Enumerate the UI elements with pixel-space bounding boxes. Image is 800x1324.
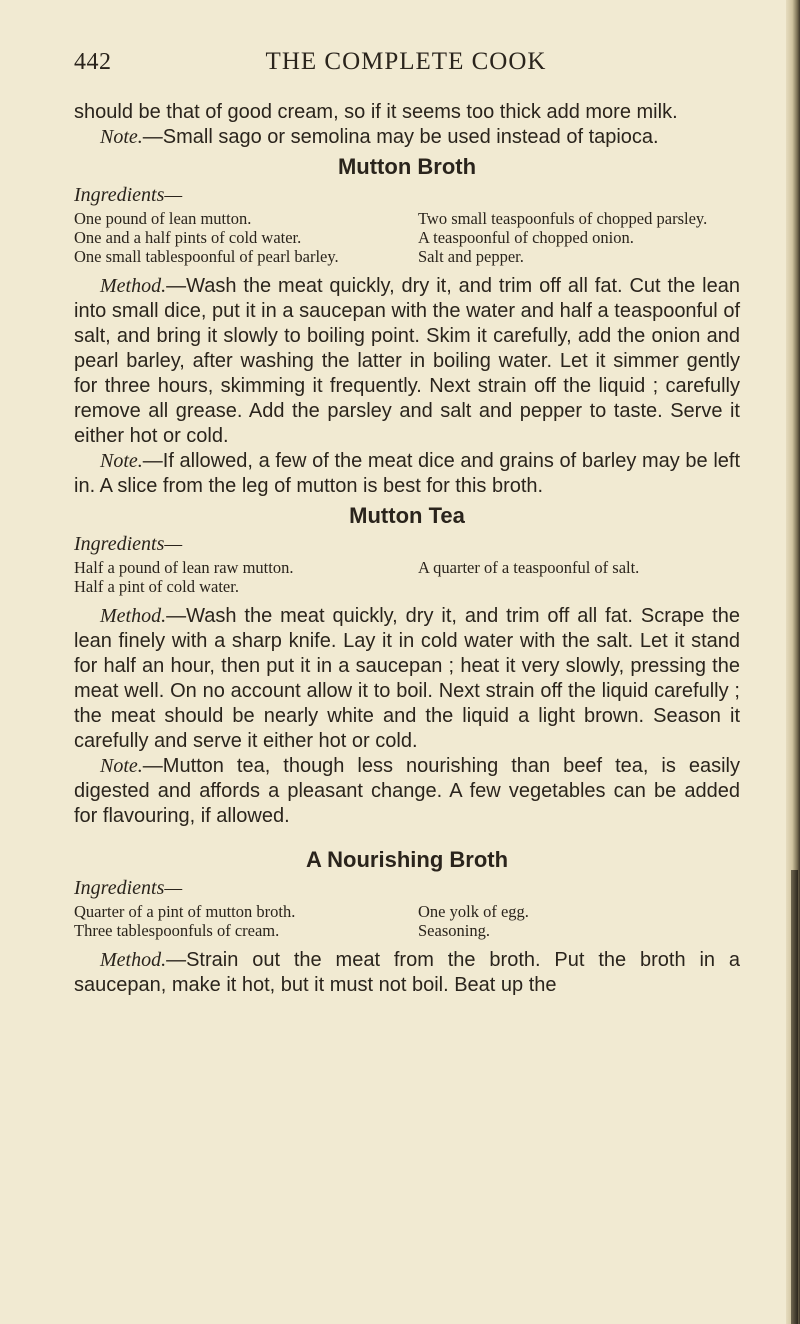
page-header <box>74 46 738 86</box>
ingredients-column-left <box>74 209 396 266</box>
note-label: Note. <box>100 755 143 777</box>
note-label: Note. <box>100 126 143 148</box>
recipe-title: A Nourishing Broth <box>305 847 509 872</box>
intro-note <box>74 125 740 150</box>
ingredients-list <box>74 902 740 940</box>
recipe-nourishing-broth <box>74 847 740 998</box>
recipe-mutton-tea <box>74 503 740 829</box>
ingredient-item: Seasoning. <box>418 921 490 940</box>
method-label: Method. <box>100 949 167 971</box>
running-head: THE COMPLETE COOK <box>265 48 547 75</box>
note-label: Note. <box>100 450 143 472</box>
ingredient-item: Quarter of a pint of mutton broth. <box>74 902 296 921</box>
intro-paragraph <box>74 100 740 125</box>
note-paragraph <box>74 754 740 829</box>
ingredient-item: A teaspoonful of chopped onion. <box>418 228 634 247</box>
ingredients-column-right <box>418 902 740 940</box>
method-paragraph <box>74 948 740 998</box>
ingredients-list <box>74 558 740 596</box>
ingredients-column-right <box>418 209 740 266</box>
ingredients-list <box>74 209 740 266</box>
ingredient-item: One and a half pints of cold water. <box>74 228 302 247</box>
ingredient-item: Salt and pepper. <box>418 247 524 266</box>
intro-text: should be that of good cream, so if it seems too thick add more milk. <box>74 101 678 123</box>
note-text: —Small sago or semolina may be used instead of tapioca. <box>142 126 659 148</box>
recipe-title: Mutton Tea <box>349 503 465 528</box>
page-body <box>74 100 740 998</box>
ingredient-item: Half a pint of cold water. <box>74 577 239 596</box>
note-text: —Mutton tea, though less nourishing than beef tea, is easily digested and affords a pleasant change. A few vegetables can be added for flavouring, if allowed. <box>74 755 740 827</box>
ingredient-item: Two small teaspoonfuls of chopped parsley. <box>418 209 708 228</box>
recipe-mutton-broth <box>74 154 740 499</box>
ingredient-item: A quarter of a teaspoonful of salt. <box>418 558 640 577</box>
ingredient-item: One yolk of egg. <box>418 902 529 921</box>
method-label: Method. <box>100 605 167 627</box>
recipe-title: Mutton Broth <box>337 154 477 179</box>
ingredients-label: Ingredients— <box>74 533 183 555</box>
ingredient-item: Half a pound of lean raw mutton. <box>74 558 294 577</box>
method-label: Method. <box>100 275 167 297</box>
page-number: 442 <box>74 49 112 75</box>
ingredients-column-right <box>418 558 740 596</box>
ingredient-item: One pound of lean mutton. <box>74 209 252 228</box>
method-paragraph <box>74 604 740 754</box>
ingredients-label: Ingredients— <box>74 184 183 206</box>
binding-shadow <box>791 870 798 1324</box>
method-paragraph <box>74 274 740 449</box>
note-paragraph <box>74 449 740 499</box>
method-text: —Strain out the meat from the broth. Put the broth in a saucepan, make it hot, but it must not boil. Beat up the <box>74 949 740 996</box>
method-text: —Wash the meat quickly, dry it, and trim off all fat. Cut the lean into small dice, put it in a saucepan with the water and half a teaspoonful of salt, and bring it slowly to boiling point. Skim it carefully, add the onion and pearl barley, after washing the latter in boiling water. Let it simmer gently for three hours, skimming it frequently. Next strain off the liquid ; carefully remove all grease. Add the parsley and salt and pepper to taste. Serve it either hot or cold. <box>74 275 740 447</box>
method-text: —Wash the meat quickly, dry it, and trim off all fat. Scrape the lean finely with a sharp knife. Lay it in cold water with the salt. Let it stand for half an hour, then put it in a saucepan ; heat it very slowly, pressing the meat well. On no account allow it to boil. Next strain off the liquid carefully ; the meat should be nearly white and the liquid a light brown. Season it carefully and serve it either hot or cold. <box>74 605 740 752</box>
ingredient-item: One small tablespoonful of pearl barley. <box>74 247 339 266</box>
ingredients-column-left <box>74 902 396 940</box>
note-text: —If allowed, a few of the meat dice and grains of barley may be left in. A slice from the leg of mutton is best for this broth. <box>74 450 740 497</box>
ingredients-column-left <box>74 558 396 596</box>
ingredients-label: Ingredients— <box>74 877 183 899</box>
ingredient-item: Three tablespoonfuls of cream. <box>74 921 280 940</box>
